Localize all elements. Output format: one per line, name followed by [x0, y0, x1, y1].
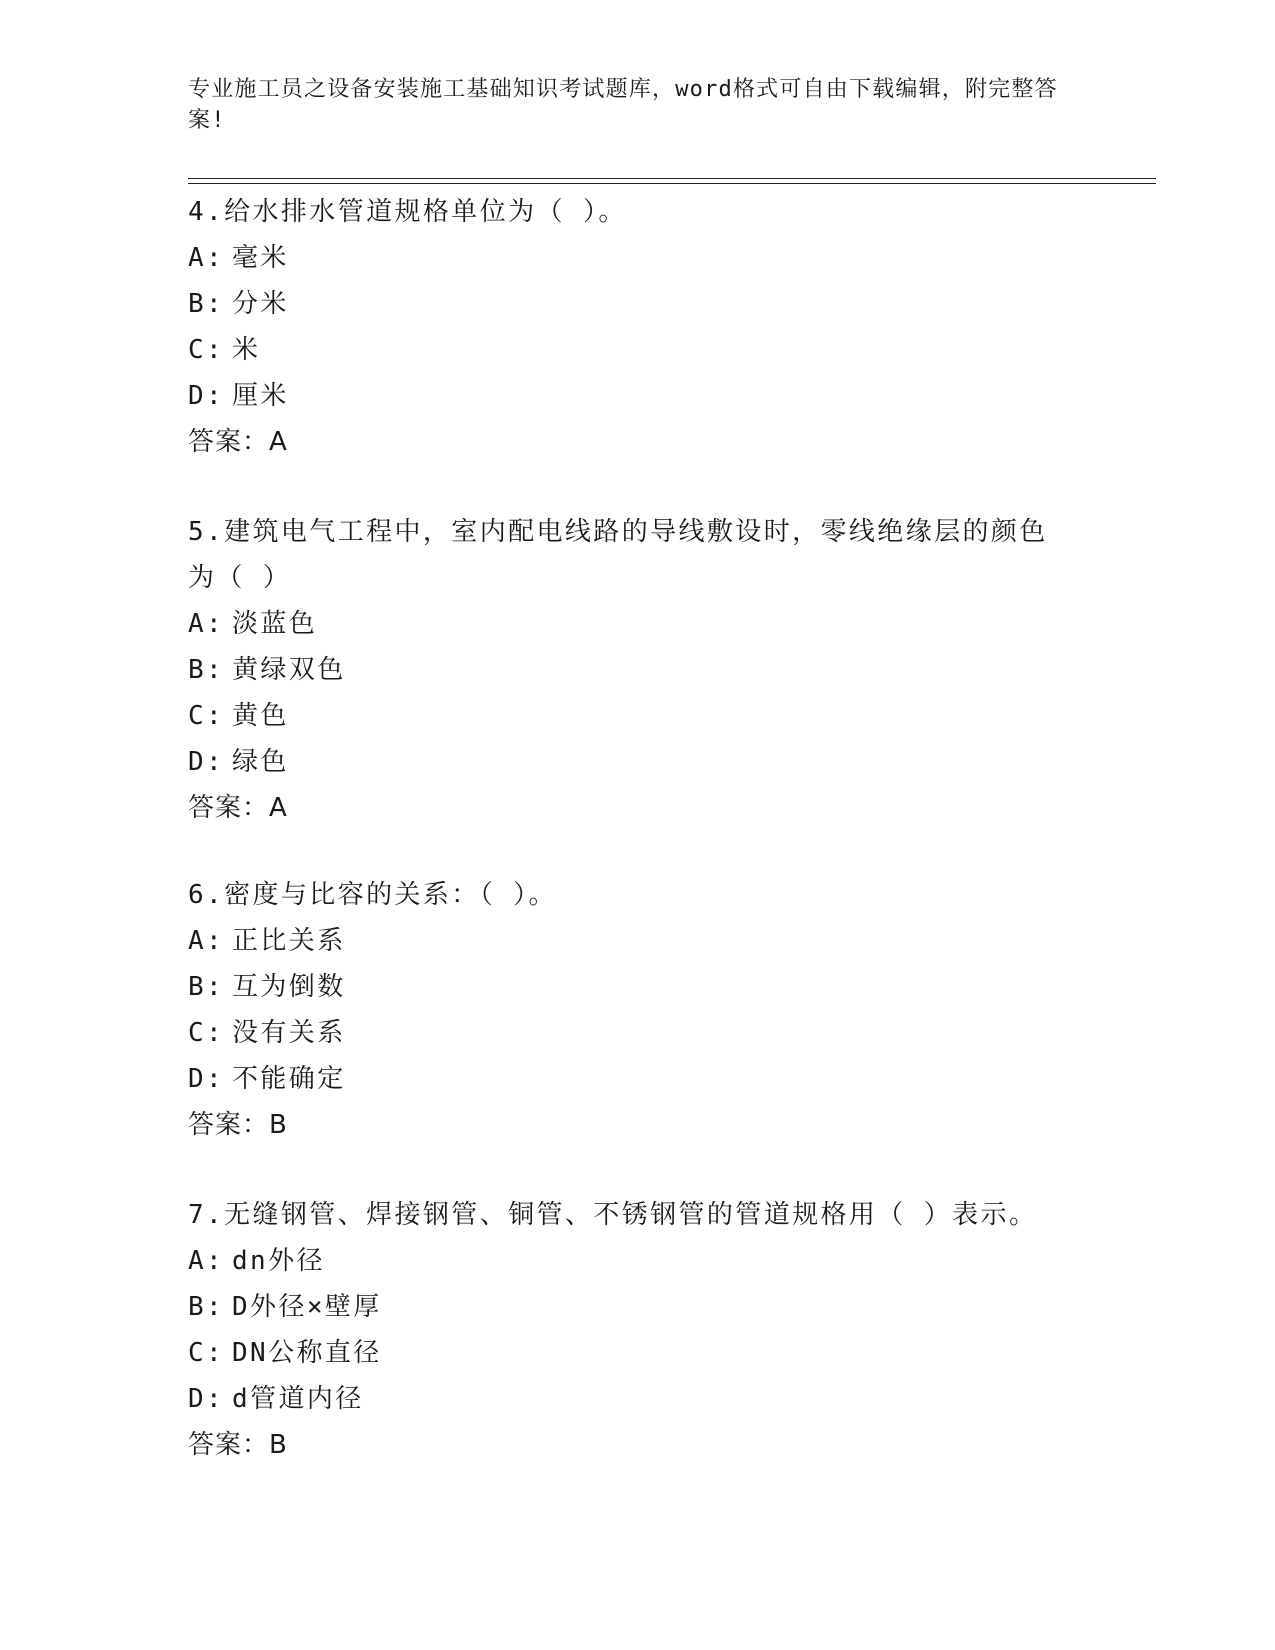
option-text: 分米	[232, 289, 289, 319]
option-text: 米	[232, 335, 261, 365]
question-stem: 4.给水排水管道规格单位为（ ）。	[188, 197, 627, 227]
option-letter: C:	[188, 1018, 225, 1048]
option-letter: D:	[188, 1384, 225, 1414]
option-letter: C:	[188, 335, 225, 365]
question-5	[188, 509, 1068, 831]
question-stem: 7.无缝钢管、焊接钢管、铜管、不锈钢管的管道规格用（ ）表示。	[188, 1200, 1038, 1230]
option-text: 毫米	[232, 243, 289, 273]
answer-line: 答案：B	[188, 1110, 288, 1140]
answer-line: 答案：A	[188, 427, 288, 457]
option-b	[188, 647, 1068, 693]
option-d	[188, 739, 1068, 785]
option-text: 黄绿双色	[232, 655, 346, 685]
answer-line: 答案：B	[188, 1430, 288, 1460]
option-d	[188, 1376, 1068, 1422]
option-a	[188, 1238, 1068, 1284]
question-6	[188, 872, 1068, 1148]
option-b	[188, 964, 1068, 1010]
option-text: D外径×壁厚	[232, 1292, 382, 1322]
option-d	[188, 373, 1068, 419]
header-divider-bottom	[188, 183, 1156, 184]
question-stem: 6.密度与比容的关系：（ ）。	[188, 880, 557, 910]
option-letter: B:	[188, 289, 225, 319]
option-text: 正比关系	[232, 926, 346, 956]
option-text: 绿色	[232, 747, 289, 777]
document-header: 专业施工员之设备安装施工基础知识考试题库，word格式可自由下载编辑，附完整答案!	[188, 77, 1058, 133]
option-letter: A:	[188, 1246, 225, 1276]
option-letter: C:	[188, 701, 225, 731]
option-text: d管道内径	[232, 1384, 364, 1414]
option-b	[188, 281, 1068, 327]
option-text: 没有关系	[232, 1018, 346, 1048]
question-4	[188, 189, 1068, 465]
option-a	[188, 601, 1068, 647]
option-letter: D:	[188, 381, 225, 411]
option-a	[188, 918, 1068, 964]
option-letter: B:	[188, 972, 225, 1002]
option-text: 不能确定	[232, 1064, 346, 1094]
option-c	[188, 327, 1068, 373]
option-letter: C:	[188, 1338, 225, 1368]
option-text: dn外径	[232, 1246, 325, 1276]
option-text: 厘米	[232, 381, 289, 411]
option-letter: B:	[188, 1292, 225, 1322]
option-text: DN公称直径	[232, 1338, 382, 1368]
question-stem: 5.建筑电气工程中，室内配电线路的导线敷设时，零线绝缘层的颜色为（ ）	[188, 517, 1048, 593]
option-letter: B:	[188, 655, 225, 685]
header-divider-top	[188, 178, 1156, 179]
option-text: 互为倒数	[232, 972, 346, 1002]
option-b	[188, 1284, 1068, 1330]
option-text: 黄色	[232, 701, 289, 731]
option-d	[188, 1056, 1068, 1102]
option-c	[188, 1010, 1068, 1056]
option-letter: A:	[188, 926, 225, 956]
question-7	[188, 1192, 1068, 1468]
option-letter: A:	[188, 243, 225, 273]
option-letter: A:	[188, 609, 225, 639]
option-letter: D:	[188, 1064, 225, 1094]
option-text: 淡蓝色	[232, 609, 318, 639]
option-c	[188, 693, 1068, 739]
answer-line: 答案：A	[188, 793, 288, 823]
option-letter: D:	[188, 747, 225, 777]
option-c	[188, 1330, 1068, 1376]
option-a	[188, 235, 1068, 281]
